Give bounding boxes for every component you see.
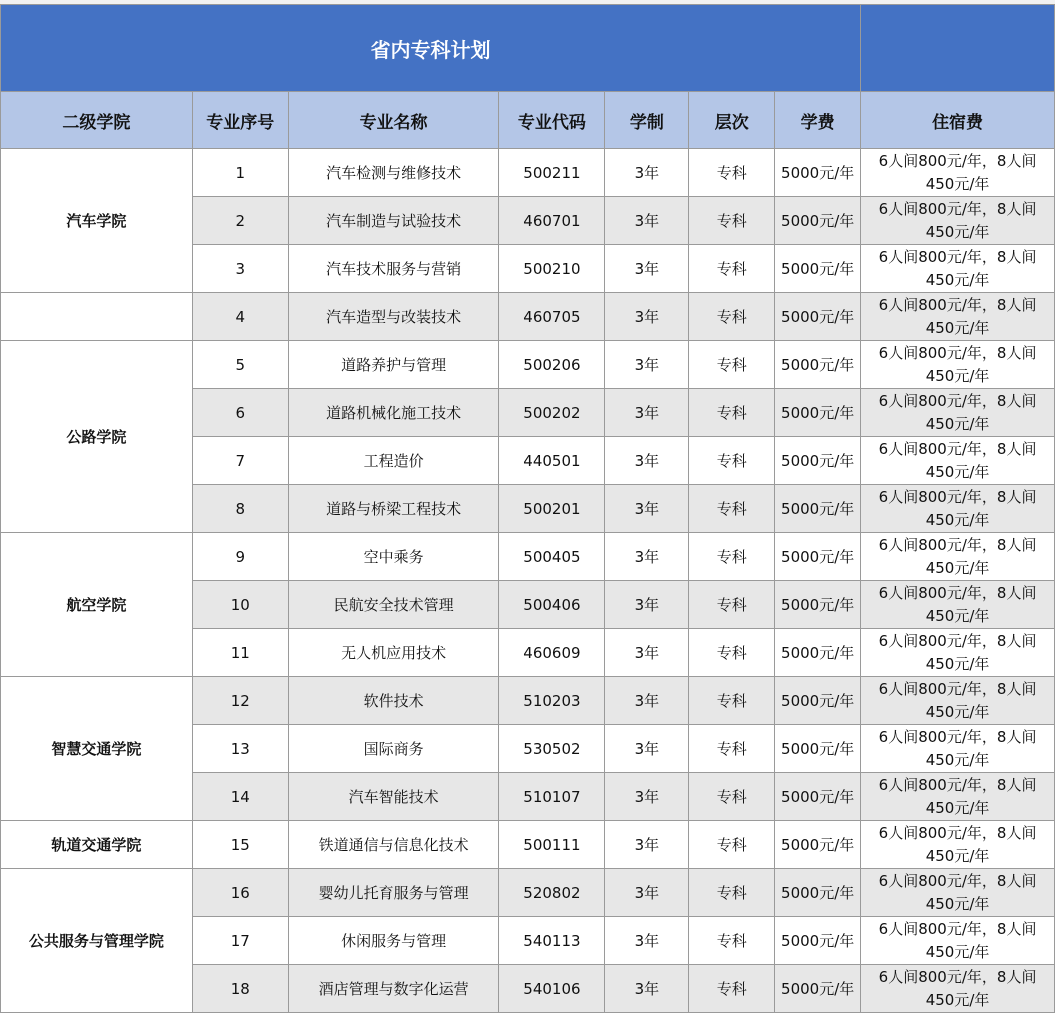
- major-name: 工程造价: [288, 437, 499, 485]
- header-number: 专业序号: [192, 92, 288, 149]
- major-name: 道路与桥梁工程技术: [288, 485, 499, 533]
- major-number: 1: [192, 149, 288, 197]
- dorm-fee: 6人间800元/年，8人间 450元/年: [861, 677, 1055, 725]
- tuition: 5000元/年: [775, 917, 861, 965]
- header-department: 二级学院: [1, 92, 193, 149]
- major-number: 2: [192, 197, 288, 245]
- major-number: 13: [192, 725, 288, 773]
- major-number: 4: [192, 293, 288, 341]
- dorm-fee: 6人间800元/年，8人间 450元/年: [861, 533, 1055, 581]
- major-number: 8: [192, 485, 288, 533]
- major-code: 510203: [499, 677, 605, 725]
- level: 专科: [689, 341, 775, 389]
- duration: 3年: [605, 533, 689, 581]
- table-row: [1, 341, 1055, 389]
- dorm-fee: 6人间800元/年，8人间 450元/年: [861, 245, 1055, 293]
- major-code: 510107: [499, 773, 605, 821]
- tuition: 5000元/年: [775, 725, 861, 773]
- major-name: 道路养护与管理: [288, 341, 499, 389]
- dorm-fee: 6人间800元/年，8人间 450元/年: [861, 389, 1055, 437]
- major-code: 500406: [499, 581, 605, 629]
- level: 专科: [689, 869, 775, 917]
- header-major-code: 专业代码: [499, 92, 605, 149]
- major-number: 16: [192, 869, 288, 917]
- major-code: 460705: [499, 293, 605, 341]
- level: 专科: [689, 533, 775, 581]
- tuition: 5000元/年: [775, 821, 861, 869]
- major-number: 14: [192, 773, 288, 821]
- title-blank-cell: [861, 5, 1055, 92]
- dorm-fee: 6人间800元/年，8人间 450元/年: [861, 293, 1055, 341]
- major-number: 5: [192, 341, 288, 389]
- major-code: 540106: [499, 965, 605, 1013]
- header-major-name: 专业名称: [288, 92, 499, 149]
- dorm-fee: 6人间800元/年，8人间 450元/年: [861, 437, 1055, 485]
- duration: 3年: [605, 869, 689, 917]
- duration: 3年: [605, 581, 689, 629]
- dorm-fee: 6人间800元/年，8人间 450元/年: [861, 821, 1055, 869]
- major-name: 空中乘务: [288, 533, 499, 581]
- header-level: 层次: [689, 92, 775, 149]
- tuition: 5000元/年: [775, 773, 861, 821]
- major-code: 500111: [499, 821, 605, 869]
- major-name: 汽车制造与试验技术: [288, 197, 499, 245]
- major-name: 国际商务: [288, 725, 499, 773]
- department-cell: 智慧交通学院: [1, 677, 193, 821]
- tuition: 5000元/年: [775, 293, 861, 341]
- header-tuition: 学费: [775, 92, 861, 149]
- major-code: 520802: [499, 869, 605, 917]
- table-row: [1, 869, 1055, 917]
- dorm-fee: 6人间800元/年，8人间 450元/年: [861, 581, 1055, 629]
- major-number: 3: [192, 245, 288, 293]
- dorm-fee: 6人间800元/年，8人间 450元/年: [861, 629, 1055, 677]
- department-cell: 轨道交通学院: [1, 821, 193, 869]
- duration: 3年: [605, 245, 689, 293]
- major-number: 11: [192, 629, 288, 677]
- duration: 3年: [605, 965, 689, 1013]
- tuition: 5000元/年: [775, 869, 861, 917]
- major-code: 530502: [499, 725, 605, 773]
- department-cell: 公路学院: [1, 341, 193, 533]
- table-row: [1, 821, 1055, 869]
- major-name: 汽车检测与维修技术: [288, 149, 499, 197]
- tuition: 5000元/年: [775, 533, 861, 581]
- major-number: 12: [192, 677, 288, 725]
- department-cell: 航空学院: [1, 533, 193, 677]
- duration: 3年: [605, 197, 689, 245]
- dorm-fee: 6人间800元/年，8人间 450元/年: [861, 149, 1055, 197]
- level: 专科: [689, 437, 775, 485]
- level: 专科: [689, 725, 775, 773]
- major-name: 酒店管理与数字化运营: [288, 965, 499, 1013]
- dorm-fee: 6人间800元/年，8人间 450元/年: [861, 197, 1055, 245]
- major-code: 440501: [499, 437, 605, 485]
- tuition: 5000元/年: [775, 197, 861, 245]
- tuition: 5000元/年: [775, 485, 861, 533]
- tuition: 5000元/年: [775, 629, 861, 677]
- enrollment-plan-table: [0, 4, 1055, 1013]
- duration: 3年: [605, 341, 689, 389]
- major-name: 休闲服务与管理: [288, 917, 499, 965]
- department-cell: 公共服务与管理学院: [1, 869, 193, 1013]
- level: 专科: [689, 293, 775, 341]
- table-row: [1, 533, 1055, 581]
- tuition: 5000元/年: [775, 677, 861, 725]
- dorm-fee: 6人间800元/年，8人间 450元/年: [861, 773, 1055, 821]
- dorm-fee: 6人间800元/年，8人间 450元/年: [861, 725, 1055, 773]
- header-dorm-fee: 住宿费: [861, 92, 1055, 149]
- major-number: 9: [192, 533, 288, 581]
- tuition: 5000元/年: [775, 245, 861, 293]
- major-name: 民航安全技术管理: [288, 581, 499, 629]
- duration: 3年: [605, 437, 689, 485]
- table-title: 省内专科计划: [1, 5, 861, 92]
- dorm-fee: 6人间800元/年，8人间 450元/年: [861, 485, 1055, 533]
- major-number: 6: [192, 389, 288, 437]
- major-name: 汽车技术服务与营销: [288, 245, 499, 293]
- major-name: 汽车智能技术: [288, 773, 499, 821]
- level: 专科: [689, 629, 775, 677]
- major-name: 软件技术: [288, 677, 499, 725]
- level: 专科: [689, 773, 775, 821]
- tuition: 5000元/年: [775, 437, 861, 485]
- level: 专科: [689, 485, 775, 533]
- duration: 3年: [605, 677, 689, 725]
- level: 专科: [689, 917, 775, 965]
- tuition: 5000元/年: [775, 581, 861, 629]
- major-number: 15: [192, 821, 288, 869]
- dorm-fee: 6人间800元/年，8人间 450元/年: [861, 965, 1055, 1013]
- level: 专科: [689, 389, 775, 437]
- tuition: 5000元/年: [775, 341, 861, 389]
- major-code: 500405: [499, 533, 605, 581]
- major-name: 铁道通信与信息化技术: [288, 821, 499, 869]
- table-row: [1, 149, 1055, 197]
- duration: 3年: [605, 389, 689, 437]
- duration: 3年: [605, 725, 689, 773]
- major-number: 10: [192, 581, 288, 629]
- dorm-fee: 6人间800元/年，8人间 450元/年: [861, 341, 1055, 389]
- level: 专科: [689, 821, 775, 869]
- level: 专科: [689, 677, 775, 725]
- department-cell-empty: [1, 293, 193, 341]
- major-name: 汽车造型与改装技术: [288, 293, 499, 341]
- duration: 3年: [605, 149, 689, 197]
- table-row: [1, 677, 1055, 725]
- level: 专科: [689, 149, 775, 197]
- duration: 3年: [605, 773, 689, 821]
- duration: 3年: [605, 821, 689, 869]
- department-cell: 汽车学院: [1, 149, 193, 293]
- major-name: 婴幼儿托育服务与管理: [288, 869, 499, 917]
- level: 专科: [689, 965, 775, 1013]
- level: 专科: [689, 581, 775, 629]
- level: 专科: [689, 245, 775, 293]
- tuition: 5000元/年: [775, 149, 861, 197]
- tuition: 5000元/年: [775, 389, 861, 437]
- major-number: 17: [192, 917, 288, 965]
- header-duration: 学制: [605, 92, 689, 149]
- duration: 3年: [605, 485, 689, 533]
- major-code: 500211: [499, 149, 605, 197]
- level: 专科: [689, 197, 775, 245]
- major-name: 无人机应用技术: [288, 629, 499, 677]
- major-code: 500201: [499, 485, 605, 533]
- duration: 3年: [605, 293, 689, 341]
- duration: 3年: [605, 629, 689, 677]
- major-code: 500202: [499, 389, 605, 437]
- major-code: 500206: [499, 341, 605, 389]
- table-row: [1, 293, 1055, 341]
- major-code: 540113: [499, 917, 605, 965]
- tuition: 5000元/年: [775, 965, 861, 1013]
- major-code: 460609: [499, 629, 605, 677]
- dorm-fee: 6人间800元/年，8人间 450元/年: [861, 917, 1055, 965]
- major-number: 18: [192, 965, 288, 1013]
- duration: 3年: [605, 917, 689, 965]
- major-number: 7: [192, 437, 288, 485]
- major-code: 460701: [499, 197, 605, 245]
- major-code: 500210: [499, 245, 605, 293]
- major-name: 道路机械化施工技术: [288, 389, 499, 437]
- dorm-fee: 6人间800元/年，8人间 450元/年: [861, 869, 1055, 917]
